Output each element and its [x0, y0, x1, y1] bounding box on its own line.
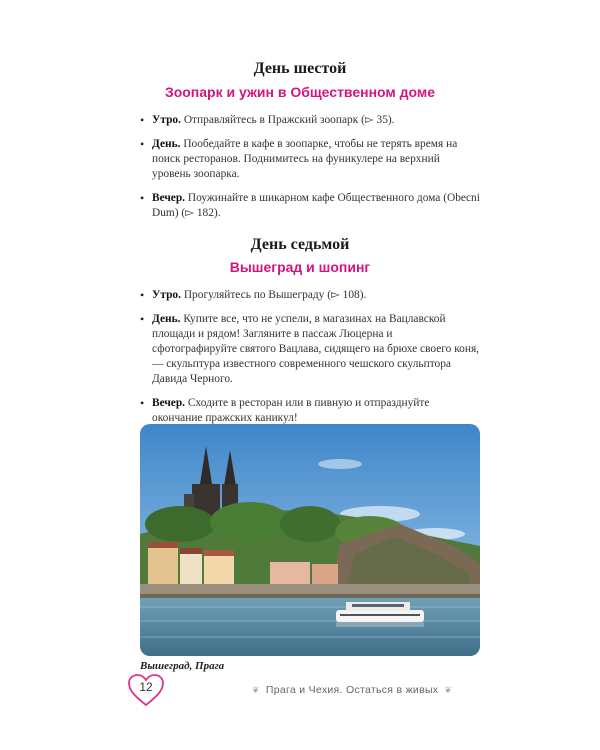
- day7-title: День седьмой: [250, 236, 350, 253]
- running-title: Прага и Чехия. Остаться в живых: [265, 684, 439, 696]
- day6-list: [140, 113, 480, 230]
- day6-title: День шестой: [253, 60, 347, 77]
- ornament-icon: ❦: [444, 684, 453, 695]
- list-item: • День. Купите все, что не успели, в магазинах на Вацлавской площади и рядом! Загляните в пассаж Люцерна и сфотографируйте святого Вацлава, сидящего на брюхе своего коня, — скульптура известного современного чешского скульптора Давида Черного.: [140, 312, 480, 387]
- day6-subtitle: Зоопарк и ужин в Общественном доме: [164, 84, 436, 100]
- ornament-icon: ❦: [252, 684, 260, 695]
- day7-subtitle: Вышеград и шопинг: [229, 259, 371, 275]
- list-item: • Вечер. Сходите в ресторан или в пивную и отпразднуйте окончание пражских каникул!: [140, 396, 480, 426]
- list-item: • Утро. Отправляйтесь в Пражский зоопарк (▻ 35).: [140, 113, 480, 128]
- list-item: • Утро. Прогуляйтесь по Вышеграду (▻ 108).: [140, 288, 480, 303]
- list-item: • Вечер. Поужинайте в шикарном кафе Общественного дома (Obecni Dum) (▻ 182).: [140, 191, 480, 221]
- page-number: 12: [139, 680, 153, 694]
- vysehrad-photo: [140, 424, 480, 656]
- list-item: • День. Пообедайте в кафе в зоопарке, чтобы не терять время на поиск ресторанов. Поднимитесь на фуникулере на верхний уровень зоопарка.: [140, 137, 480, 182]
- running-footer: [252, 684, 502, 696]
- day7-list: [140, 288, 480, 435]
- photo-caption: Вышеград, Прага: [140, 660, 225, 672]
